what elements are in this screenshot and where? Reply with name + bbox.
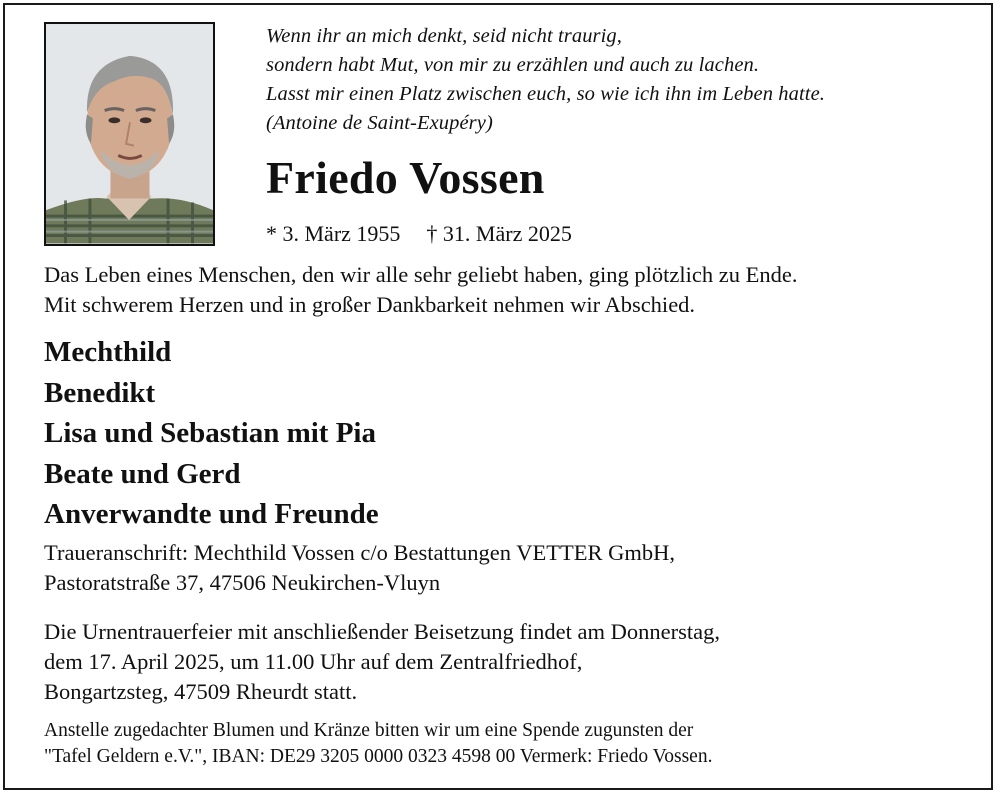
donation-line: "Tafel Geldern e.V.", IBAN: DE29 3205 0000 0323 4598 00 Vermerk: Friedo Vossen.	[44, 746, 713, 767]
death-date: † 31. März 2025	[426, 221, 572, 246]
mourner-name: Lisa und Sebastian mit Pia	[44, 417, 376, 449]
intro-line: Mit schwerem Herzen und in großer Dankbarkeit nehmen wir Abschied.	[44, 292, 696, 317]
quote-line: Lasst mir einen Platz zwischen euch, so wie ich ihn im Leben hatte.	[266, 83, 826, 105]
life-dates	[266, 219, 572, 249]
mourner-name: Mechthild	[44, 336, 172, 368]
quote-line: Wenn ihr an mich denkt, seid nicht traurig,	[266, 25, 622, 47]
mourners-list	[44, 332, 379, 535]
mourning-address	[44, 538, 675, 598]
mourner-name: Benedikt	[44, 376, 156, 409]
ceremony-line: Die Urnentrauerfeier mit anschließender Beisetzung findet am Donnerstag,	[44, 619, 720, 644]
ceremony-line: Bongartzsteg, 47509 Rheurdt statt.	[44, 679, 358, 704]
address-line: Traueranschrift: Mechthild Vossen c/o Bestattungen VETTER GmbH,	[44, 540, 675, 565]
donation-note	[44, 718, 712, 770]
portrait-photo	[44, 22, 215, 246]
ceremony-line: dem 17. April 2025, um 11.00 Uhr auf dem Zentralfriedhof,	[44, 649, 583, 674]
donation-line: Anstelle zugedachter Blumen und Kränze bitten wir um eine Spende zugunsten der	[44, 720, 694, 741]
ceremony-info	[44, 617, 720, 707]
mourner-name: Anverwandte und Freunde	[44, 498, 379, 530]
portrait-image	[46, 24, 213, 244]
intro-text	[44, 260, 798, 320]
address-line: Pastoratstraße 37, 47506 Neukirchen-Vluyn	[44, 570, 441, 595]
intro-line: Das Leben eines Menschen, den wir alle sehr geliebt haben, ging plötzlich zu Ende.	[44, 262, 798, 287]
quote-line: sondern habt Mut, von mir zu erzählen und auch zu lachen.	[266, 54, 760, 76]
mourner-name: Beate und Gerd	[44, 457, 241, 490]
birth-date: * 3. März 1955	[266, 221, 401, 246]
memorial-quote	[266, 22, 966, 138]
quote-author: (Antoine de Saint-Exupéry)	[266, 112, 493, 134]
deceased-name: Friedo Vossen	[266, 152, 545, 203]
